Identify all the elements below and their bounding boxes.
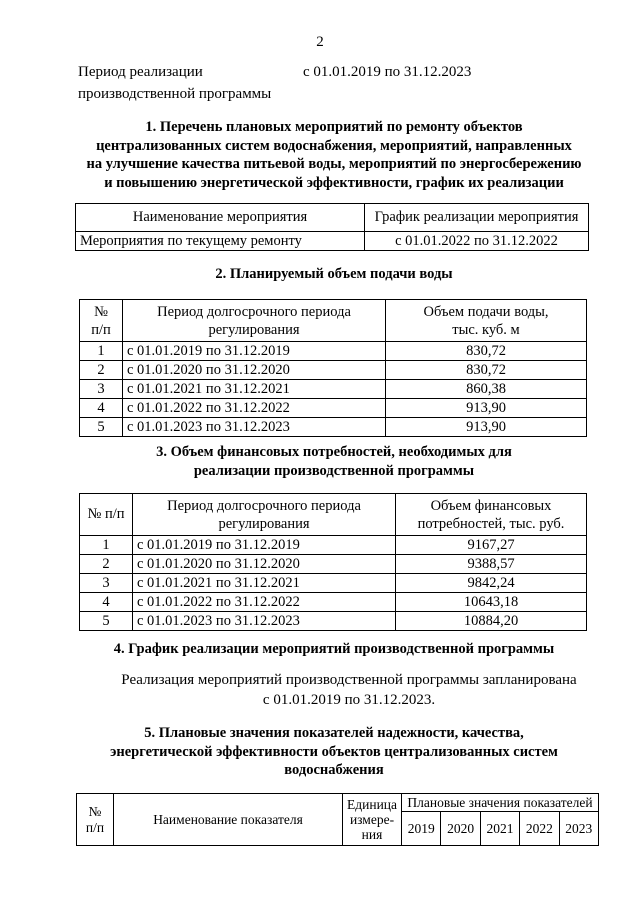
- row-period: с 01.01.2022 по 31.12.2022: [133, 593, 396, 612]
- table-header-row: [77, 794, 599, 812]
- header-year: 2020: [441, 812, 480, 846]
- header-year: 2023: [559, 812, 598, 846]
- table-header-row: [80, 494, 587, 536]
- header-number: [77, 794, 114, 846]
- activities-table: [75, 203, 589, 251]
- header-financial-line2: потребностей, тыс. руб.: [417, 515, 565, 532]
- row-period: с 01.01.2021 по 31.12.2021: [133, 574, 396, 593]
- header-year: 2022: [520, 812, 559, 846]
- program-period-label: [78, 61, 271, 105]
- section3-title-line: реализации производственной программы: [193, 462, 475, 479]
- header-unit-line3: ния: [361, 827, 383, 842]
- row-amount: 9842,24: [396, 574, 587, 593]
- row-number: 2: [80, 555, 133, 574]
- section1-title-line: и повышению энергетической эффективности, график их реализации: [104, 174, 564, 191]
- program-period-label-line2: производственной программы: [78, 86, 272, 102]
- row-volume: 913,90: [386, 399, 587, 418]
- water-supply-table: [79, 299, 587, 437]
- row-amount: 9167,27: [396, 536, 587, 555]
- table-row: [80, 555, 587, 574]
- header-volume-line2: тыс. куб. м: [452, 321, 520, 338]
- section1-title-line: на улучшение качества питьевой воды, мероприятий по энергосбережению: [86, 156, 582, 172]
- table-row: [80, 593, 587, 612]
- activity-schedule-cell: с 01.01.2022 по 31.12.2022: [365, 232, 589, 251]
- table-header-row: [76, 204, 589, 232]
- header-unit-line1: Единица: [347, 797, 398, 812]
- header-period: [133, 494, 396, 536]
- row-number: 3: [80, 380, 123, 399]
- activity-name-cell: Мероприятия по текущему ремонту: [76, 232, 365, 251]
- header-activity-name: Наименование мероприятия: [76, 204, 365, 232]
- row-volume: 913,90: [386, 418, 587, 437]
- indicators-table: [76, 793, 599, 846]
- row-number: 3: [80, 574, 133, 593]
- row-volume: 860,38: [386, 380, 587, 399]
- row-number: 1: [80, 536, 133, 555]
- table-row: [80, 380, 587, 399]
- table-row: [76, 232, 589, 251]
- row-amount: 10884,20: [396, 612, 587, 631]
- table-row: [80, 418, 587, 437]
- row-period: с 01.01.2019 по 31.12.2019: [133, 536, 396, 555]
- header-planned-values: Плановые значения показателей: [402, 794, 599, 812]
- program-period-value: с 01.01.2019 по 31.12.2023: [303, 64, 472, 80]
- program-period-label-line1: Период реализации: [78, 64, 203, 80]
- row-period: с 01.01.2023 по 31.12.2023: [133, 612, 396, 631]
- row-amount: 9388,57: [396, 555, 587, 574]
- table-row: [80, 361, 587, 380]
- section3-title: [60, 443, 608, 480]
- header-volume-line1: Объем подачи воды,: [423, 303, 549, 320]
- header-number-line1: №: [88, 803, 102, 819]
- header-financial: [396, 494, 587, 536]
- header-unit: [343, 794, 402, 846]
- section3-title-line: 3. Объем финансовых потребностей, необходимых для: [156, 444, 512, 460]
- section5-title-line: 5. Плановые значения показателей надежности, качества,: [144, 725, 524, 741]
- section1-title: [60, 118, 608, 192]
- row-volume: 830,72: [386, 342, 587, 361]
- section4-text: [60, 670, 638, 710]
- header-number-line1: №: [94, 303, 108, 320]
- header-indicator-name: Наименование показателя: [114, 794, 343, 846]
- section1-title-line: 1. Перечень плановых мероприятий по ремонту объектов: [145, 119, 523, 135]
- financial-needs-table: [79, 493, 587, 631]
- row-number: 5: [80, 612, 133, 631]
- section4-text-line: с 01.01.2019 по 31.12.2023.: [262, 692, 436, 708]
- row-period: с 01.01.2020 по 31.12.2020: [123, 361, 386, 380]
- row-number: 5: [80, 418, 123, 437]
- header-period-line2: регулирования: [208, 321, 300, 338]
- section5-title-line: водоснабжения: [284, 762, 384, 778]
- row-period: с 01.01.2021 по 31.12.2021: [123, 380, 386, 399]
- row-period: с 01.01.2019 по 31.12.2019: [123, 342, 386, 361]
- section5-title: [60, 724, 608, 780]
- header-year: 2019: [402, 812, 441, 846]
- row-period: с 01.01.2022 по 31.12.2022: [123, 399, 386, 418]
- table-row: [80, 612, 587, 631]
- section4-text-line: Реализация мероприятий производственной программы запланирована: [121, 672, 577, 688]
- page-number: 2: [316, 34, 324, 50]
- table-row: [80, 574, 587, 593]
- table-row: [80, 536, 587, 555]
- header-number-line2: п/п: [85, 819, 105, 835]
- section4-title: 4. График реализации мероприятий производственной программы: [113, 641, 555, 657]
- header-activity-schedule: График реализации мероприятия: [365, 204, 589, 232]
- table-row: [80, 399, 587, 418]
- header-number-line2: п/п: [91, 321, 111, 338]
- header-period: [123, 300, 386, 342]
- row-volume: 830,72: [386, 361, 587, 380]
- row-period: с 01.01.2020 по 31.12.2020: [133, 555, 396, 574]
- row-number: 4: [80, 399, 123, 418]
- section5-title-line: энергетической эффективности объектов централизованных систем: [110, 743, 558, 760]
- header-period-line2: регулирования: [218, 515, 310, 532]
- header-financial-line1: Объем финансовых: [430, 497, 552, 514]
- row-number: 1: [80, 342, 123, 361]
- section2-title: 2. Планируемый объем подачи воды: [215, 266, 453, 282]
- section1-title-line: централизованных систем водоснабжения, мероприятий, направленных: [96, 137, 572, 154]
- header-unit-line2: измере-: [349, 812, 395, 827]
- header-year: 2021: [480, 812, 519, 846]
- header-period-line1: Период долгосрочного периода: [167, 497, 361, 514]
- header-number: [80, 300, 123, 342]
- row-amount: 10643,18: [396, 593, 587, 612]
- header-period-line1: Период долгосрочного периода: [157, 303, 351, 320]
- table-header-row: [80, 300, 587, 342]
- table-row: [80, 342, 587, 361]
- row-number: 2: [80, 361, 123, 380]
- row-number: 4: [80, 593, 133, 612]
- row-period: с 01.01.2023 по 31.12.2023: [123, 418, 386, 437]
- header-number: № п/п: [80, 494, 133, 536]
- header-volume: [386, 300, 587, 342]
